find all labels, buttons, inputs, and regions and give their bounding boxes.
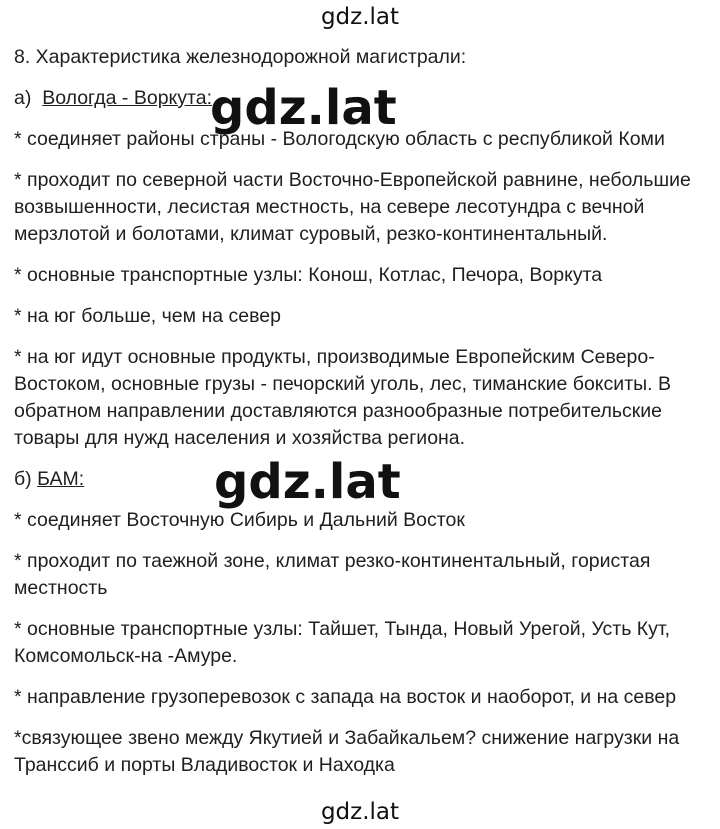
- section-b-item: * соединяет Восточную Сибирь и Дальний Восток: [14, 509, 465, 531]
- watermark-top: gdz.lat: [320, 4, 400, 30]
- section-a-item: * соединяет районы страны - Вологодскую область с республикой Коми: [14, 128, 665, 150]
- document-body: [14, 44, 704, 793]
- task-title: 8. Характеристика железнодорожной магистрали:: [14, 46, 467, 68]
- watermark-middle-1: gdz.lat: [210, 80, 397, 136]
- section-a-item: * на юг больше, чем на север: [14, 305, 281, 327]
- section-a-item: * на юг идут основные продукты, производимые Европейским Северо-Востоком, основные грузы - печорский уголь, лес, тиманские бокситы. В обратном направлении доставляются разнообразные потребительские товары для нужд населения и хозяйства региона.: [14, 346, 671, 449]
- section-b-item: *связующее звено между Якутией и Забайкальем? снижение нагрузки на Транссиб и порты Владивосток и Находка: [14, 727, 680, 776]
- section-b-title: БАМ:: [37, 468, 85, 490]
- section-a-prefix: а): [14, 87, 32, 109]
- watermark-bottom: gdz.lat: [320, 799, 400, 825]
- section-b-item: * направление грузоперевозок с запада на восток и наоборот, и на север: [14, 686, 677, 708]
- section-b-prefix: б): [14, 468, 32, 490]
- section-b-item: * проходит по таежной зоне, климат резко-континентальный, гористая местность: [14, 550, 651, 599]
- section-b-item: * основные транспортные узлы: Тайшет, Тында, Новый Урегой, Усть Кут, Комсомольск-на -Амуре.: [14, 618, 671, 667]
- watermark-middle-2: gdz.lat: [214, 454, 401, 510]
- section-a-item: * проходит по северной части Восточно-Европейской равнине, небольшие возвышенности, лесистая местность, на севере лесотундра с вечной мерзлотой и болотами, климат суровый, резко-континентальный.: [14, 169, 691, 245]
- section-a-title: Вологда - Воркута:: [42, 87, 213, 109]
- section-a-item: * основные транспортные узлы: Конош, Котлас, Печора, Воркута: [14, 264, 603, 286]
